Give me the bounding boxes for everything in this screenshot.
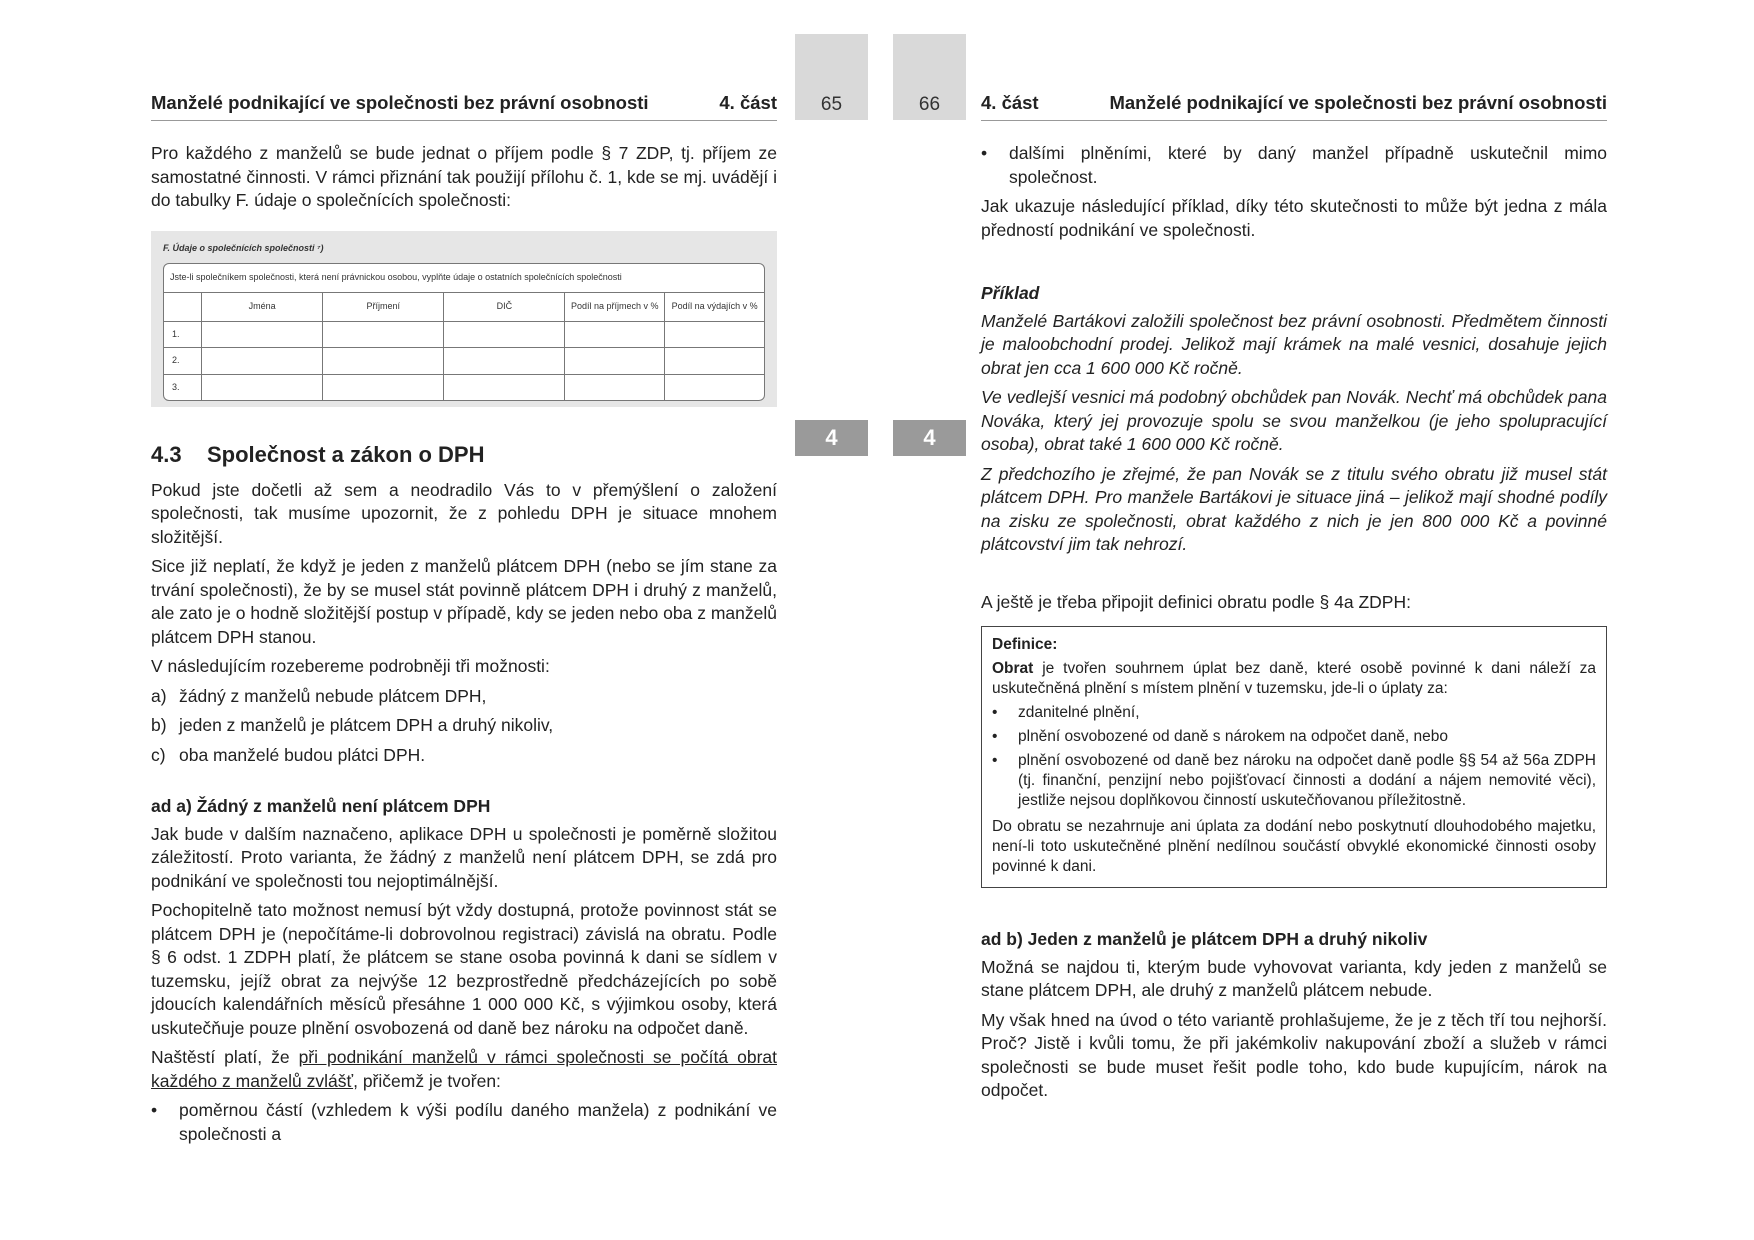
- definition-box: [981, 626, 1607, 888]
- list-text: dalšími plněními, které by daný manžel případně uskutečnil mimo společnost.: [1009, 143, 1607, 187]
- paragraph: Pro každého z manželů se bude jednat o příjem podle § 7 ZDP, tj. příjem ze samostatné činnosti. V rámci přiznání tak použijí přílohu č. 1, kde se mj. uvádějí i do tabulky F. údaje o společnících společnosti:: [151, 143, 777, 210]
- paragraph: V následujícím rozebereme podrobněji tři možnosti:: [151, 656, 550, 676]
- form-box: [163, 263, 765, 401]
- section-number: 4.3: [151, 442, 182, 467]
- running-head-part: 4. část: [981, 92, 1039, 113]
- form-row-number: 2.: [164, 348, 202, 375]
- form-cell: [565, 374, 665, 400]
- list-item: [992, 727, 1596, 747]
- definition-list: [992, 703, 1596, 811]
- bullet-icon: •: [992, 704, 998, 721]
- form-header-row: [164, 293, 764, 322]
- chapter-tab-left: 4: [795, 420, 868, 456]
- form-header: Podíl na příjmech v %: [565, 293, 665, 322]
- bullet-icon: •: [981, 143, 988, 163]
- form-cell: [444, 348, 565, 375]
- section-title: Společnost a zákon o DPH: [207, 442, 485, 467]
- list-text: poměrnou částí (vzhledem k výši podílu daného manžela) z podnikání ve společnosti a: [179, 1100, 777, 1144]
- form-cell: [444, 374, 565, 400]
- form-title: F. Údaje o společnících společnosti ⁷): [163, 242, 324, 253]
- form-row: [164, 348, 764, 375]
- paragraph: My však hned na úvod o této variantě prohlašujeme, že je z těch tří tou nejhorší. Proč? Jistě i kvůli tomu, že při jakémkoliv nakupování zboží a služeb v rámci společnosti se bude muset řešit podle toho, kdo bude kupujícím, nárok na odpočet.: [981, 1009, 1607, 1100]
- list-marker: c): [151, 744, 166, 765]
- paragraph: Pochopitelně tato možnost nemusí být vždy dostupná, protože povinnost stát se plátcem DPH je (nepočítáme-li dobrovolnou registraci) závislá na obratu. Podle § 6 odst. 1 ZDPH platí, že plátcem se stane osoba povinná k dani se sídlem v tuzemsku, jejíž obrat za nejvýše 12 bezprostředně předcházejících po sobě jdoucích kalendářních měsíců přesáhne 1 000 000 Kč, s výjimkou osoby, která uskutečňuje pouze plnění osvobozená od daně bez nároku na odpočet daně.: [151, 900, 777, 1038]
- text-run: , přičemž je tvořen:: [353, 1070, 501, 1091]
- form-cell: [565, 348, 665, 375]
- bullet-icon: •: [151, 1100, 158, 1120]
- form-cell: [665, 348, 764, 375]
- section-heading: [151, 443, 777, 467]
- form-note: Jste-li společníkem společnosti, která není právnickou osobou, vyplňte údaje o ostatních společnících společnosti: [164, 264, 764, 293]
- options-list: [151, 685, 777, 768]
- list-text: žádný z manželů nebude plátcem DPH,: [179, 685, 487, 706]
- paragraph: Sice již neplatí, že když je jeden z manželů plátcem DPH (nebo se jím stane za trvání společnosti), že by se musel stát povinně plátcem DPH i druhý z manželů, ale zato je o hodně složitější postup v případě, kdy se jeden nebo oba z manželů plátcem DPH stanou.: [151, 556, 777, 647]
- paragraph: Jak bude v dalším naznačeno, aplikace DPH u společnosti je poměrně složitou záležitostí. Proto varianta, že žádný z manželů není plátcem DPH, se zdá pro podnikání ve společnosti tou nejoptimálnější.: [151, 823, 777, 891]
- example-paragraph: Manželé Bartákovi založili společnost bez právní osobnosti. Předmětem činnosti je maloobchodní prodej. Jelikož mají krámek na malé vesnici, dosahuje jejich obrat jen cca 1 600 000 Kč ročně.: [981, 310, 1607, 378]
- list-item: [151, 744, 777, 768]
- form-cell: [202, 321, 323, 348]
- example-label: Příklad: [981, 283, 1040, 303]
- paragraph: Možná se najdou ti, kterým bude vyhovovat varianta, kdy jeden z manželů se stane plátcem DPH, ale druhý z manželů plátcem nebude.: [981, 956, 1607, 1000]
- text-run: je tvořen souhrnem úplat bez daně, které osobě povinné k dani náleží za uskutečněná plnění s místem plnění v tuzemsku, jde-li o úplaty za:: [992, 660, 1596, 697]
- text-run: Naštěstí platí, že: [151, 1047, 299, 1067]
- form-row-number: 3.: [164, 374, 202, 400]
- paragraph: A ještě je třeba připojit definici obratu podle § 4a ZDPH:: [981, 591, 1411, 612]
- form-cell: [565, 321, 665, 348]
- form-cell: [202, 374, 323, 400]
- form-cell: [665, 374, 764, 400]
- form-row: [164, 321, 764, 348]
- running-head-right: [981, 92, 1607, 121]
- paragraph: Pokud jste dočetli až sem a neodradilo Vás to v přemýšlení o založení společnosti, tak musíme upozornit, že z pohledu DPH je situace mnohem složitější.: [151, 479, 777, 547]
- list-text: plnění osvobozené od daně s nárokem na odpočet daně, nebo: [1018, 728, 1449, 745]
- page-number-right: 66: [893, 34, 966, 120]
- chapter-tab-right: 4: [893, 420, 966, 456]
- example-paragraph: Ve vedlejší vesnici má podobný obchůdek pan Novák. Nechť má obchůdek pana Nováka, který jej provozuje spolu se svou manželkou (je jeho spolupracující osoba), obrat také 1 600 000 Kč ročně.: [981, 387, 1607, 454]
- form-cell: [665, 321, 764, 348]
- right-content: [981, 142, 1607, 1109]
- form-cell: [323, 321, 444, 348]
- list-text: zdanitelné plnění,: [1018, 704, 1140, 721]
- definition-title: Definice:: [992, 636, 1058, 653]
- list-text: jeden z manželů je plátcem DPH a druhý nikoliv,: [179, 715, 554, 735]
- list-marker: a): [151, 685, 167, 706]
- definition-text: [992, 659, 1596, 699]
- form-cell: [202, 348, 323, 375]
- list-item: [151, 685, 777, 709]
- list-text: oba manželé budou plátci DPH.: [179, 744, 426, 765]
- bullet-icon: •: [992, 728, 998, 745]
- paragraph: [151, 1046, 777, 1093]
- definition-closing: Do obratu se nezahrnuje ani úplata za dodání nebo poskytnutí dlouhodobého majetku, není-li toto uskutečněné plnění nedílnou součástí obvyklé ekonomické činnosti osoby povinné k dani.: [992, 818, 1596, 875]
- form-cell: [323, 348, 444, 375]
- form-cell: [444, 321, 565, 348]
- example-paragraph: Z předchozího je zřejmé, že pan Novák se z titulu svého obratu již musel stát plátcem DPH. Pro manžele Bartákovi je situace jiná – jelikož mají shodné podíly na zisku ze společnosti, obrat každého z nich je jen 800 000 Kč a povinné plátcovství jim tak nehrozí.: [981, 463, 1607, 554]
- definition-term: Obrat: [992, 660, 1034, 677]
- list-item: [992, 703, 1596, 723]
- list-item: [981, 142, 1607, 189]
- form-table: [164, 293, 764, 401]
- bullet-list: [981, 142, 1607, 189]
- list-item: [151, 714, 777, 738]
- subheading: ad b) Jeden z manželů je plátcem DPH a druhý nikoliv: [981, 929, 1428, 949]
- bullet-list: [151, 1099, 777, 1146]
- list-item: [992, 751, 1596, 811]
- list-marker: b): [151, 715, 167, 735]
- form-header: DIČ: [444, 293, 565, 322]
- tax-form-excerpt: [151, 231, 777, 408]
- form-header: Příjmení: [323, 293, 444, 322]
- list-text: plnění osvobozené od daně bez nároku na odpočet daně podle §§ 54 až 56a ZDPH (tj. finanční, penzijní nebo pojišťovací činnosti a dodání a nájem nemovité věci), jestliže nejsou doplňkovou činností uskutečňovanou příležitostně.: [1018, 752, 1596, 809]
- bullet-icon: •: [992, 752, 998, 769]
- list-item: [151, 1099, 777, 1146]
- form-cell: [323, 374, 444, 400]
- underlined-text: při podnikání manželů v rámci společnosti se počítá obrat každého z manželů zvlášť: [151, 1047, 778, 1091]
- form-row: [164, 374, 764, 400]
- form-header: Podíl na výdajích v %: [665, 293, 764, 322]
- form-row-number: 1.: [164, 321, 202, 348]
- left-content: [151, 142, 777, 1152]
- paragraph: Jak ukazuje následující příklad, díky této skutečnosti to může být jedna z mála předností podnikání ve společnosti.: [981, 196, 1607, 240]
- subheading: ad a) Žádný z manželů není plátcem DPH: [151, 796, 491, 816]
- running-head-title: Manželé podnikající ve společnosti bez právní osobnosti: [151, 92, 649, 113]
- page-number-left: 65: [795, 34, 868, 120]
- form-header: [164, 293, 202, 322]
- form-header: Jména: [202, 293, 323, 322]
- running-head-left: [151, 92, 777, 121]
- running-head-part: 4. část: [719, 92, 777, 113]
- running-head-title: Manželé podnikající ve společnosti bez právní osobnosti: [1109, 92, 1607, 113]
